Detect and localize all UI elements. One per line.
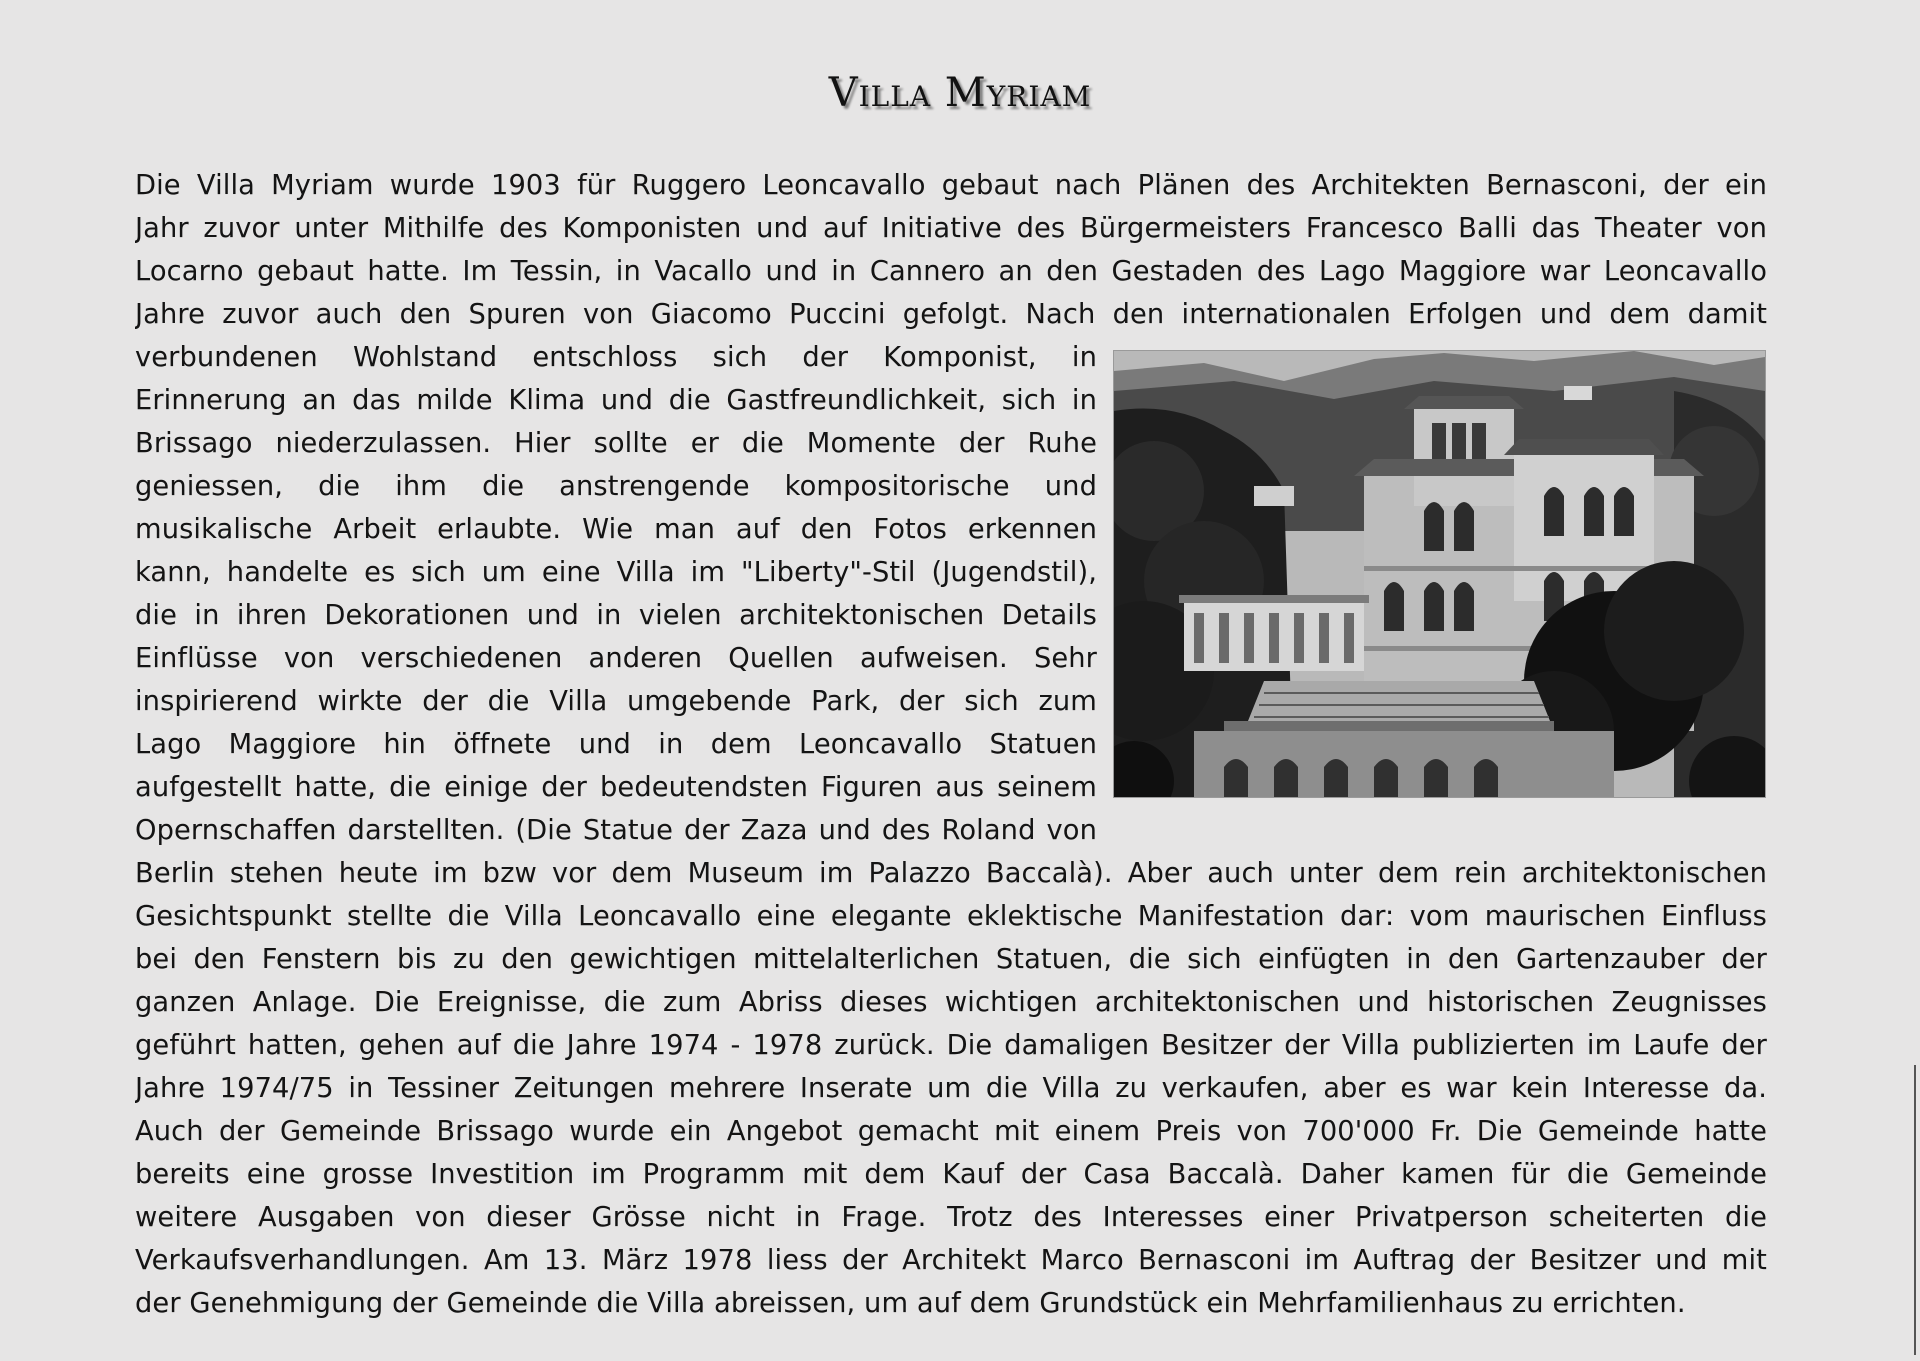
text-line: geführt hatten, gehen auf die Jahre 1974 - 1978 zurück. Die damaligen Besitzer der Villa publizierten im Laufe der xyxy=(135,1030,1767,1061)
text-line: Einflüsse von verschiedenen anderen Quellen aufweisen. Sehr xyxy=(135,643,1097,674)
text-line: bereits eine grosse Investition im Programm mit dem Kauf der Casa Baccalà. Daher kamen für die Gemeinde xyxy=(135,1159,1767,1190)
text-line: kann, handelte es sich um eine Villa im "Liberty"-Stil (Jugendstil), xyxy=(135,557,1097,588)
text-line: die in ihren Dekorationen und in vielen architektonischen Details xyxy=(135,600,1097,631)
text-line: Gesichtspunkt stellte die Villa Leoncavallo eine elegante eklektische Manifestation dar: vom maurischen Einfluss xyxy=(135,901,1767,932)
text-line: Auch der Gemeinde Brissago wurde ein Angebot gemacht mit einem Preis von 700'000 Fr. Die Gemeinde hatte xyxy=(135,1116,1767,1147)
text-line: Locarno gebaut hatte. Im Tessin, in Vacallo und in Cannero an den Gestaden des Lago Maggiore war Leoncavallo xyxy=(135,256,1767,287)
text-line: Erinnerung an das milde Klima und die Gastfreundlichkeit, sich in xyxy=(135,385,1097,416)
text-line: Verkaufsverhandlungen. Am 13. März 1978 liess der Architekt Marco Bernasconi im Auftrag der Besitzer und mit xyxy=(135,1245,1767,1276)
text-line: musikalische Arbeit erlaubte. Wie man auf den Fotos erkennen xyxy=(135,514,1097,545)
page-title: Villa Myriam xyxy=(828,70,1092,116)
text-line: Jahr zuvor unter Mithilfe des Komponisten und auf Initiative des Bürgermeisters Francesco Balli das Theater von xyxy=(135,213,1767,244)
text-line: Lago Maggiore hin öffnete und in dem Leoncavallo Statuen xyxy=(135,729,1097,760)
text-line: Die Villa Myriam wurde 1903 für Ruggero Leoncavallo gebaut nach Plänen des Architekten Bernasconi, der ein xyxy=(135,170,1767,201)
text-line: der Genehmigung der Gemeinde die Villa abreissen, um auf dem Grundstück ein Mehrfamilienhaus zu errichten. xyxy=(135,1288,1686,1319)
text-line: verbundenen Wohlstand entschloss sich der Komponist, in xyxy=(135,342,1097,373)
text-line: Opernschaffen darstellten. (Die Statue der Zaza und des Roland von xyxy=(135,815,1097,846)
text-line: Jahre zuvor auch den Spuren von Giacomo Puccini gefolgt. Nach den internationalen Erfolgen und dem damit xyxy=(135,299,1767,330)
villa-photo xyxy=(1113,350,1766,798)
text-line: aufgestellt hatte, die einige der bedeutendsten Figuren aus seinem xyxy=(135,772,1097,803)
text-line: Berlin stehen heute im bzw vor dem Museum im Palazzo Baccalà). Aber auch unter dem rein architektonischen xyxy=(135,858,1767,889)
text-line: inspirierend wirkte der die Villa umgebende Park, der sich zum xyxy=(135,686,1097,717)
text-line: Brissago niederzulassen. Hier sollte er die Momente der Ruhe xyxy=(135,428,1097,459)
page-edge-line xyxy=(1914,1065,1916,1355)
text-line: weitere Ausgaben von dieser Grösse nicht in Frage. Trotz des Interesses einer Privatperson scheiterten die xyxy=(135,1202,1767,1233)
text-line: bei den Fenstern bis zu den gewichtigen mittelalterlichen Statuen, die sich einfügten in den Gartenzauber der xyxy=(135,944,1767,975)
text-line: Jahre 1974/75 in Tessiner Zeitungen mehrere Inserate um die Villa zu verkaufen, aber es war kein Interesse da. xyxy=(135,1073,1767,1104)
text-line: geniessen, die ihm die anstrengende kompositorische und xyxy=(135,471,1097,502)
text-line: ganzen Anlage. Die Ereignisse, die zum Abriss dieses wichtigen architektonischen und historischen Zeugnisses xyxy=(135,987,1767,1018)
